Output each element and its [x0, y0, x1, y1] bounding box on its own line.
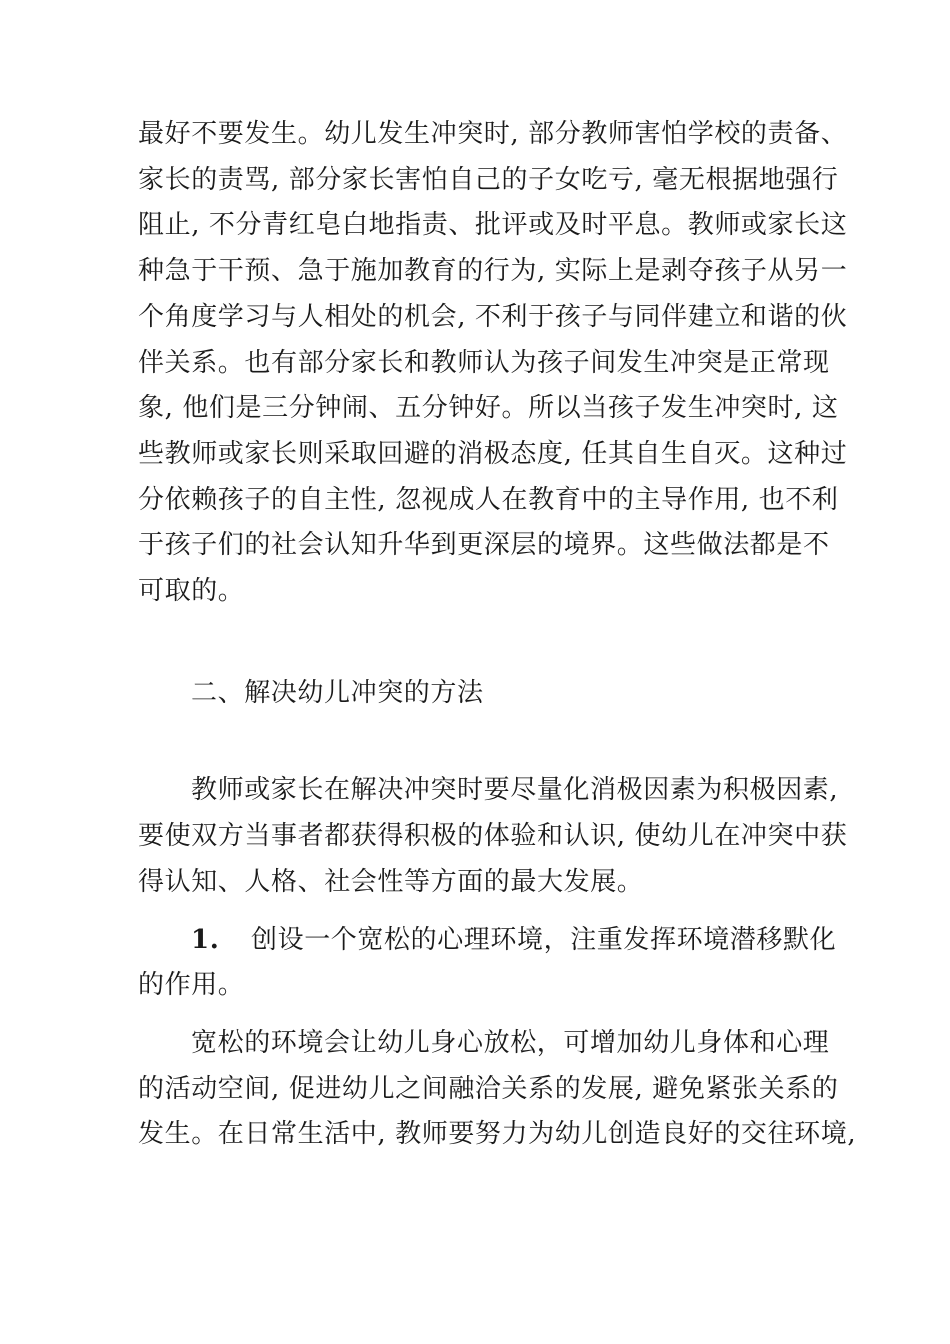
- text-line: 种急于干预、急于施加教育的行为, 实际上是剥夺孩子从另一: [138, 256, 848, 287]
- document-page: [138, 112, 857, 1158]
- text-line: 个角度学习与人相处的机会, 不利于孩子与同伴建立和谐的伙: [138, 301, 848, 332]
- text-line: [138, 918, 837, 964]
- text-line: 宽松的环境会让幼儿身心放松，可增加幼儿身体和心理: [191, 1027, 830, 1058]
- text-line: 家长的责骂, 部分家长害怕自己的子女吃亏, 毫无根据地强行: [138, 164, 839, 195]
- paragraph-intro: [138, 768, 848, 905]
- section-heading: 二、解决幼儿冲突的方法: [191, 677, 484, 708]
- numbered-item: [138, 918, 837, 1009]
- text-line: 教师或家长在解决冲突时要尽量化消极因素为积极因素,: [191, 775, 839, 806]
- paragraph-continued: [138, 112, 848, 615]
- text-line: 的作用。: [138, 970, 245, 1001]
- item-number: 1.: [191, 924, 220, 955]
- text-line: 阻止, 不分青红皂白地指责、批评或及时平息。教师或家长这: [138, 210, 848, 241]
- text-line: 伴关系。也有部分家长和教师认为孩子间发生冲突是正常现: [138, 347, 830, 378]
- text-line: 要使双方当事者都获得积极的体验和认识, 使幼儿在冲突中获: [138, 821, 848, 852]
- text-line: 象, 他们是三分钟闹、五分钟好。所以当孩子发生冲突时, 这: [138, 393, 839, 424]
- text-line: 最好不要发生。幼儿发生冲突时, 部分教师害怕学校的责备、: [138, 119, 848, 149]
- text-line: 可取的。: [138, 576, 245, 607]
- text-line: 分依赖孩子的自主性, 忽视成人在教育中的主导作用, 也不利: [138, 484, 839, 515]
- text-line: 于孩子们的社会认知升华到更深层的境界。这些做法都是不: [138, 530, 830, 561]
- text-line: 些教师或家长则采取回避的消极态度, 任其自生自灭。这种过: [138, 438, 848, 469]
- item-text: 创设一个宽松的心理环境，注重发挥环境潜移默化: [251, 924, 837, 955]
- paragraph-environment: [138, 1021, 857, 1158]
- text-line: 的活动空间, 促进幼儿之间融洽关系的发展, 避免紧张关系的: [138, 1073, 839, 1104]
- text-line: 发生。在日常生活中, 教师要努力为幼儿创造良好的交往环境,: [138, 1119, 857, 1150]
- text-line: 得认知、人格、社会性等方面的最大发展。: [138, 866, 644, 897]
